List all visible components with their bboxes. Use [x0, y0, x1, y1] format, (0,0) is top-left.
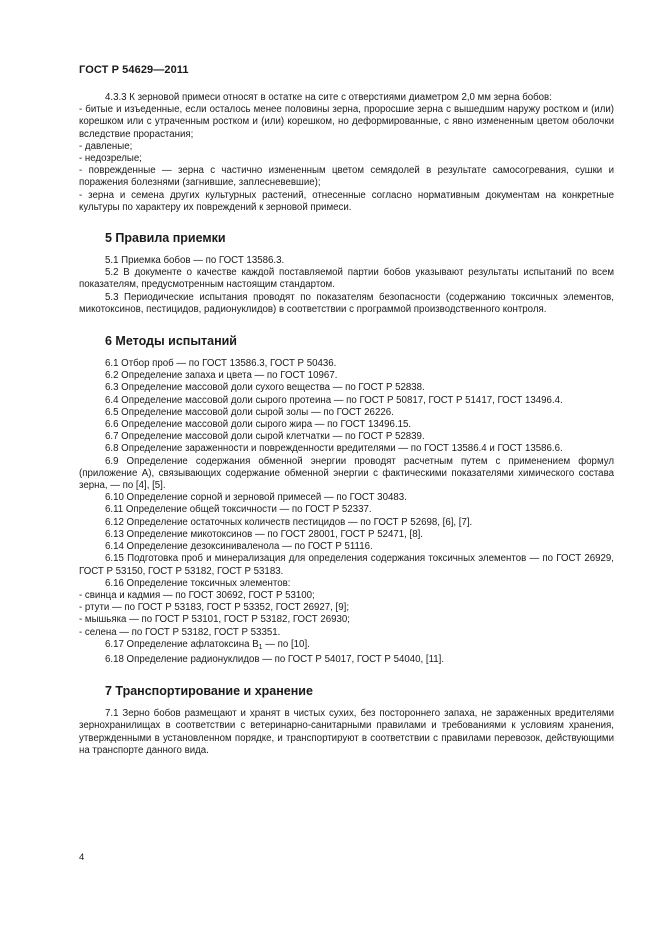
document-header: ГОСТ Р 54629—2011: [79, 64, 189, 76]
paragraph-6-13: 6.13 Определение микотоксинов — по ГОСТ 28001, ГОСТ Р 52471, [8].: [105, 528, 423, 540]
paragraph-6-14: 6.14 Определение дезоксиниваленола — по ГОСТ Р 51116.: [105, 541, 373, 553]
paragraph-6-3: 6.3 Определение массовой доли сухого вещества — по ГОСТ Р 52838.: [105, 382, 425, 394]
paragraph-6-4: 6.4 Определение массовой доли сырого протеина — по ГОСТ Р 50817, ГОСТ Р 51417, ГОСТ 13496.4.: [105, 394, 563, 406]
list-item: - поврежденные — зерна с частично измененным цветом семядолей в результате самосогревания, сушки и поражения болезнями (загнившие, заплесневевшие);: [79, 165, 614, 189]
paragraph-6-17: [79, 639, 614, 654]
paragraph-5-2: 5.2 В документе о качестве каждой поставляемой партии бобов указывают результаты испытаний по всем показателям, предусмотренным настоящим стандартом.: [79, 267, 614, 291]
paragraph-6-8: 6.8 Определение зараженности и поврежденности вредителями — по ГОСТ 13586.4 и ГОСТ 13586.6.: [105, 443, 563, 455]
list-item: - зерна и семена других культурных растений, отнесенные согласно нормативным документам на конкретные культуры по характеру их повреждений к зерновой примеси.: [79, 189, 614, 213]
paragraph-6-18: 6.18 Определение радионуклидов — по ГОСТ Р 54017, ГОСТ Р 54040, [11].: [105, 653, 445, 665]
paragraph-5-3: 5.3 Периодические испытания проводят по показателям безопасности (содержанию токсичных элементов, микотоксинов, пестицидов, радионуклидов) в соответствии с программой производственного контроля.: [79, 291, 614, 315]
list-item: - селена — по ГОСТ Р 53182, ГОСТ Р 53351.: [79, 626, 281, 638]
section-6-heading: 6 Методы испытаний: [105, 334, 237, 349]
paragraph-5-1: 5.1 Приемка бобов — по ГОСТ 13586.3.: [105, 255, 285, 267]
paragraph-6-12: 6.12 Определение остаточных количеств пестицидов — по ГОСТ Р 52698, [6], [7].: [105, 516, 473, 528]
list-item: - битые и изъеденные, если осталось менее половины зерна, проросшие зерна с вышедшим наружу ростком и (или) корешком или с утраченным ростком и (или) корешком, но деформированные, с явно измененным цветом оболочки вследствие прорастания;: [79, 104, 614, 140]
subscript: 1: [258, 643, 263, 651]
section-7-heading: 7 Транспортирование и хранение: [105, 684, 313, 699]
paragraph-6-17-text: 6.17 Определение афлатоксина В: [105, 638, 259, 650]
paragraph-6-7: 6.7 Определение массовой доли сырой клетчатки — по ГОСТ Р 52839.: [105, 431, 425, 443]
page-number: 4: [79, 852, 85, 863]
paragraph-6-1: 6.1 Отбор проб — по ГОСТ 13586.3, ГОСТ Р 50436.: [105, 358, 337, 370]
paragraph-6-10: 6.10 Определение сорной и зерновой примесей — по ГОСТ 30483.: [105, 492, 407, 504]
document-body: [79, 92, 614, 757]
paragraph-7-1: 7.1 Зерно бобов размещают и хранят в чистых сухих, без постороннего запаха, не зараженных вредителями зернохранилищах в соответствии с ветеринарно-санитарными правилами и требованиями к условиям хранения, утвержденными в установленном порядке, и транспортируют в соответствии с правилами перевозок, действующими на транспорте данного вида.: [79, 708, 614, 756]
paragraph-6-15: 6.15 Подготовка проб и минерализация для определения содержания токсичных элементов — по ГОСТ 26929, ГОСТ Р 53150, ГОСТ Р 53182, ГОСТ Р 53183.: [79, 553, 614, 577]
paragraph-6-16: 6.16 Определение токсичных элементов:: [105, 577, 291, 589]
list-item: - ртути — по ГОСТ Р 53183, ГОСТ Р 53352, ГОСТ 26927, [9];: [79, 602, 350, 614]
paragraph-6-9: 6.9 Определение содержания обменной энергии проводят расчетным путем с применением формул (приложение А), связывающих содержание обменной энергии с фактическими показателями химического состава зерна, — по [4], [5].: [79, 455, 614, 492]
paragraph-4-3-3: 4.3.3 К зерновой примеси относят в остатке на сите с отверстиями диаметром 2,0 мм зерна бобов:: [105, 92, 552, 103]
paragraph-6-6: 6.6 Определение массовой доли сырого жира — по ГОСТ 13496.15.: [105, 419, 412, 431]
paragraph-6-11: 6.11 Определение общей токсичности — по ГОСТ Р 52337.: [105, 504, 372, 516]
list-item: - недозрелые;: [79, 153, 142, 165]
paragraph-6-2: 6.2 Определение запаха и цвета — по ГОСТ 10967.: [105, 370, 338, 382]
list-item: - мышьяка — по ГОСТ Р 53101, ГОСТ Р 53182, ГОСТ 26930;: [79, 614, 350, 626]
list-item: - свинца и кадмия — по ГОСТ 30692, ГОСТ Р 53100;: [79, 589, 315, 601]
section-5-heading: 5 Правила приемки: [105, 231, 226, 246]
paragraph-6-17-ref: — по [10].: [262, 638, 310, 650]
paragraph-6-5: 6.5 Определение массовой доли сырой золы — по ГОСТ 26226.: [105, 406, 394, 418]
list-item: - давленые;: [79, 140, 133, 152]
